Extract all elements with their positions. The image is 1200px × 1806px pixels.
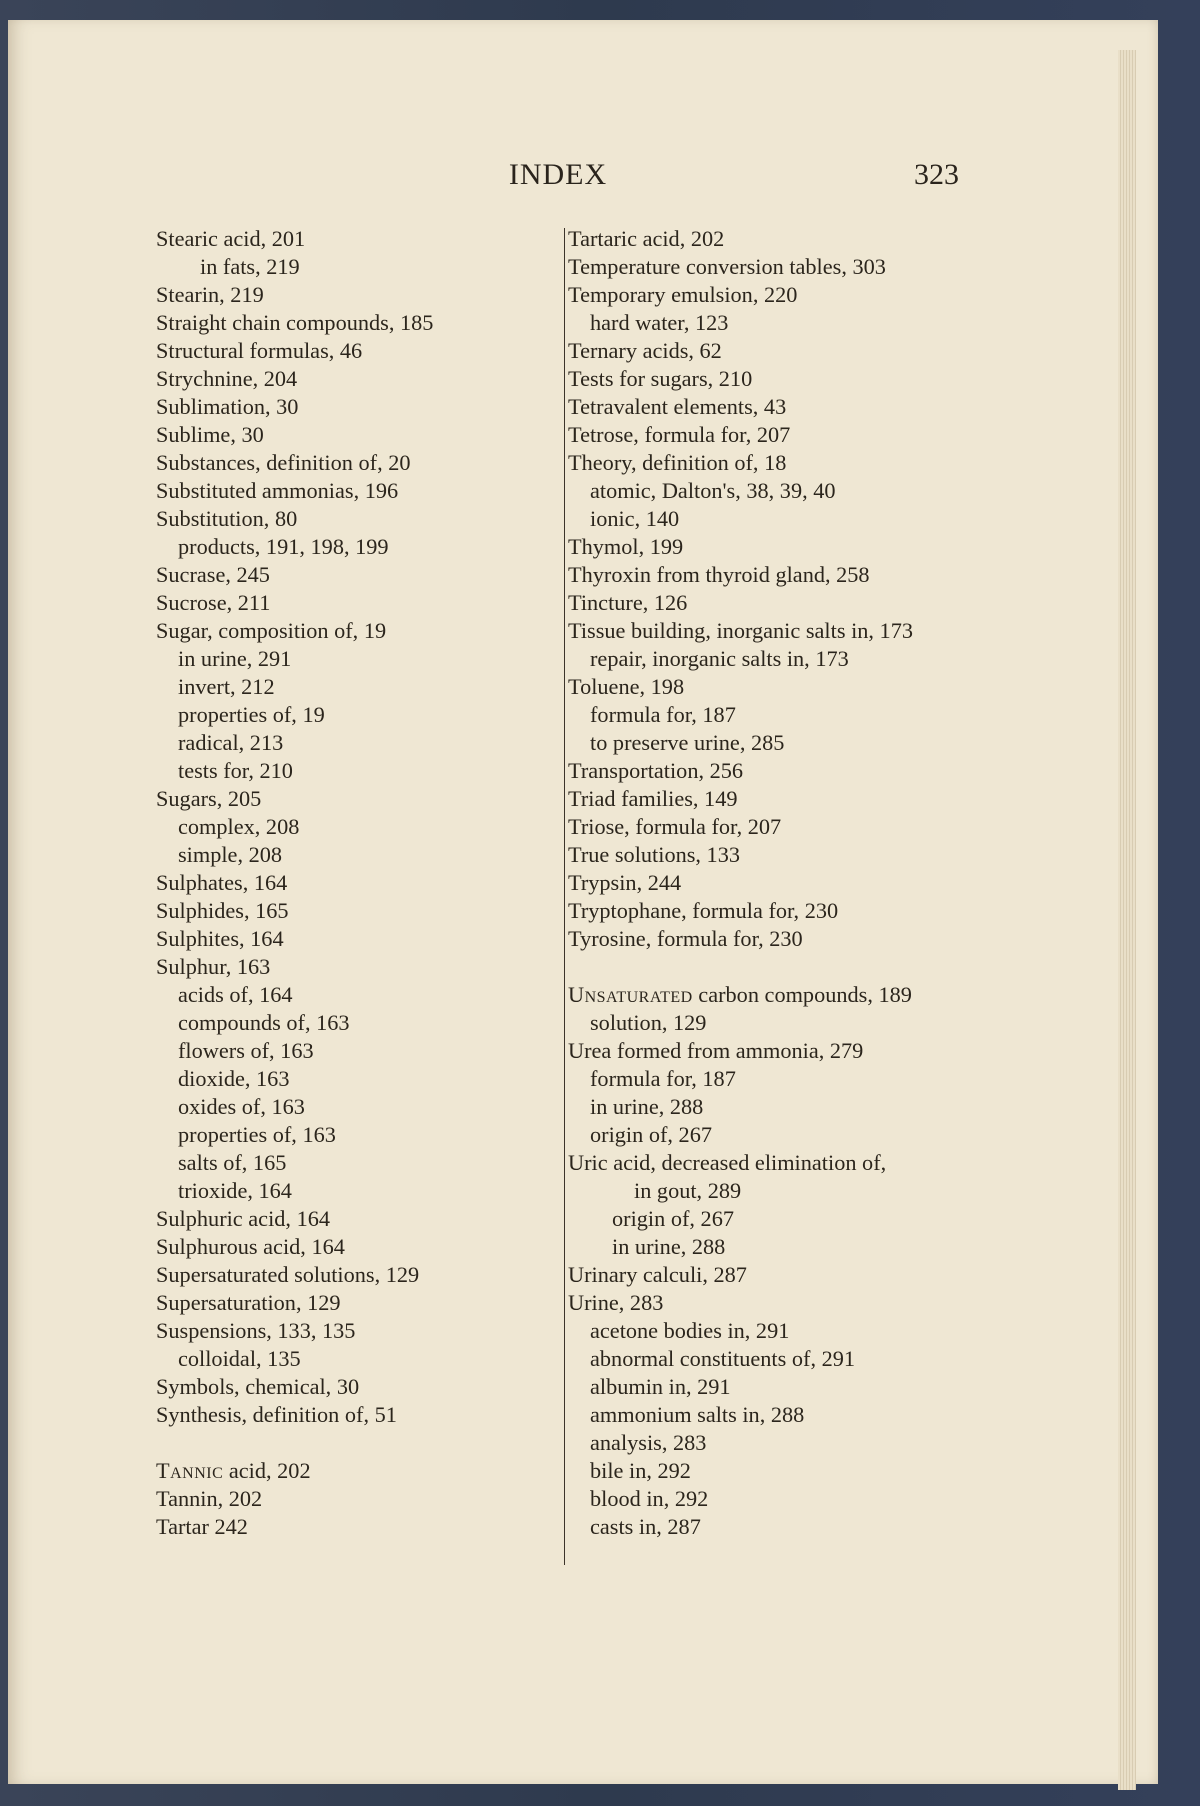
index-entry — [156, 729, 566, 757]
entry-text: Urine, 283 — [568, 1290, 664, 1315]
entry-text: Toluene, 198 — [568, 674, 685, 699]
entry-text: albumin in, 291 — [590, 1374, 731, 1399]
index-entry — [156, 337, 566, 365]
entry-text: Tetrose, formula for, 207 — [568, 422, 791, 447]
section-gap — [156, 1429, 566, 1457]
index-entry — [568, 1009, 978, 1037]
index-entry — [156, 1205, 566, 1233]
index-entry — [568, 1485, 978, 1513]
page-title: INDEX — [508, 158, 608, 191]
index-entry — [156, 645, 566, 673]
entry-text: Symbols, chemical, 30 — [156, 1374, 360, 1399]
index-entry — [568, 813, 978, 841]
entry-text: Substitution, 80 — [156, 506, 298, 531]
index-entry — [568, 533, 978, 561]
index-entry — [568, 477, 978, 505]
entry-text: Temporary emulsion, 220 — [568, 282, 798, 307]
entry-text: Theory, definition of, 18 — [568, 450, 787, 475]
entry-text: radical, 213 — [178, 730, 284, 755]
index-entry — [156, 1093, 566, 1121]
page-number: 323 — [914, 158, 959, 191]
entry-text: Structural formulas, 46 — [156, 338, 363, 363]
entry-text: in urine, 291 — [178, 646, 292, 671]
entry-text: properties of, 163 — [178, 1122, 336, 1147]
index-entry — [568, 1401, 978, 1429]
index-entry — [156, 1457, 566, 1485]
index-entry — [156, 365, 566, 393]
index-entry — [568, 785, 978, 813]
index-entry — [568, 729, 978, 757]
index-entry — [156, 1065, 566, 1093]
index-entry — [156, 1121, 566, 1149]
index-entry — [568, 981, 978, 1009]
index-entry — [568, 1093, 978, 1121]
index-entry — [156, 393, 566, 421]
index-entry — [156, 925, 566, 953]
entry-text: trioxide, 164 — [178, 1178, 292, 1203]
index-entry — [156, 309, 566, 337]
entry-text: Uric acid, decreased elimination of, — [568, 1150, 887, 1175]
index-entry — [156, 449, 566, 477]
index-entry — [156, 1401, 566, 1429]
index-entry — [156, 225, 566, 253]
index-entry — [568, 281, 978, 309]
entry-text: acids of, 164 — [178, 982, 293, 1007]
entry-text: Strychnine, 204 — [156, 366, 298, 391]
entry-text: Transportation, 256 — [568, 758, 744, 783]
entry-text: ammonium salts in, 288 — [590, 1402, 805, 1427]
index-entry — [156, 701, 566, 729]
entry-text: Tryptophane, formula for, 230 — [568, 898, 839, 923]
index-entry — [156, 561, 566, 589]
index-entry — [156, 589, 566, 617]
entry-text: properties of, 19 — [178, 702, 325, 727]
index-entry — [568, 1289, 978, 1317]
entry-text: Tartar 242 — [156, 1514, 248, 1539]
index-entry — [568, 1121, 978, 1149]
index-entry — [568, 309, 978, 337]
entry-text: colloidal, 135 — [178, 1346, 301, 1371]
entry-text: abnormal constituents of, 291 — [590, 1346, 856, 1371]
entry-text: Tartaric acid, 202 — [568, 226, 725, 251]
index-entry — [156, 1233, 566, 1261]
index-entry — [568, 365, 978, 393]
entry-text: Substances, definition of, 20 — [156, 450, 411, 475]
entry-text: Triad families, 149 — [568, 786, 738, 811]
entry-text: oxides of, 163 — [178, 1094, 305, 1119]
entry-text: Stearin, 219 — [156, 282, 264, 307]
index-entry — [568, 225, 978, 253]
index-entry — [568, 869, 978, 897]
index-entry — [568, 1513, 978, 1541]
index-entry — [568, 505, 978, 533]
entry-text: Tannin, 202 — [156, 1486, 263, 1511]
entry-text: ionic, 140 — [590, 506, 680, 531]
index-entry — [568, 561, 978, 589]
index-entry — [568, 421, 978, 449]
index-entry — [568, 841, 978, 869]
index-entry — [568, 1205, 978, 1233]
index-entry — [568, 757, 978, 785]
index-entry — [568, 925, 978, 953]
index-entry — [156, 1289, 566, 1317]
index-entry — [156, 1485, 566, 1513]
entry-text: Thymol, 199 — [568, 534, 684, 559]
index-entry — [568, 393, 978, 421]
entry-text: blood in, 292 — [590, 1486, 709, 1511]
entry-text: to preserve urine, 285 — [590, 730, 785, 755]
index-entry — [156, 841, 566, 869]
entry-text: Tincture, 126 — [568, 590, 688, 615]
index-entry — [568, 673, 978, 701]
index-entry — [568, 253, 978, 281]
entry-text: Tyrosine, formula for, 230 — [568, 926, 803, 951]
entry-text: compounds of, 163 — [178, 1010, 350, 1035]
entry-text: solution, 129 — [590, 1010, 707, 1035]
entry-text: flowers of, 163 — [178, 1038, 314, 1063]
index-entry — [156, 1513, 566, 1541]
entry-text: carbon compounds, 189 — [692, 982, 912, 1007]
index-entry — [568, 1261, 978, 1289]
entry-text: origin of, 267 — [590, 1122, 713, 1147]
index-entry — [156, 1037, 566, 1065]
index-entry — [156, 1373, 566, 1401]
entry-text: Urea formed from ammonia, 279 — [568, 1038, 864, 1063]
page-edges — [1118, 50, 1136, 1790]
index-entry — [156, 281, 566, 309]
entry-text: Sulphur, 163 — [156, 954, 271, 979]
entry-text: products, 191, 198, 199 — [178, 534, 389, 559]
index-entry — [568, 1149, 978, 1177]
entry-text: Tetravalent elements, 43 — [568, 394, 787, 419]
index-entry — [568, 617, 978, 645]
index-entry — [156, 757, 566, 785]
index-column-right — [568, 225, 978, 1541]
entry-text: Suspensions, 133, 135 — [156, 1318, 356, 1343]
entry-text: Supersaturation, 129 — [156, 1290, 341, 1315]
index-entry — [156, 253, 566, 281]
index-entry — [156, 505, 566, 533]
entry-text: atomic, Dalton's, 38, 39, 40 — [590, 478, 836, 503]
entry-text: Stearic acid, 201 — [156, 226, 306, 251]
entry-text: Sulphurous acid, 164 — [156, 1234, 345, 1259]
index-entry — [156, 897, 566, 925]
index-entry — [568, 1037, 978, 1065]
entry-text: Thyroxin from thyroid gland, 258 — [568, 562, 870, 587]
entry-text: Sublime, 30 — [156, 422, 264, 447]
entry-text: tests for, 210 — [178, 758, 293, 783]
entry-text: in gout, 289 — [634, 1178, 742, 1203]
entry-text: Sulphites, 164 — [156, 926, 284, 951]
entry-text: salts of, 165 — [178, 1150, 287, 1175]
entry-text: casts in, 287 — [590, 1514, 701, 1539]
index-entry — [568, 1429, 978, 1457]
entry-text: acetone bodies in, 291 — [590, 1318, 790, 1343]
index-entry — [156, 1149, 566, 1177]
index-entry — [568, 701, 978, 729]
index-entry — [568, 1373, 978, 1401]
entry-text: Sugars, 205 — [156, 786, 262, 811]
entry-text: acid, 202 — [223, 1458, 311, 1483]
section-gap — [568, 953, 978, 981]
entry-text: Sugar, composition of, 19 — [156, 618, 387, 643]
index-entry — [568, 1065, 978, 1093]
entry-text: repair, inorganic salts in, 173 — [590, 646, 849, 671]
entry-text: hard water, 123 — [590, 310, 729, 335]
entry-text: in urine, 288 — [612, 1234, 726, 1259]
index-entry — [156, 1009, 566, 1037]
entry-text: Temperature conversion tables, 303 — [568, 254, 886, 279]
index-entry — [568, 645, 978, 673]
entry-text: Sucrose, 211 — [156, 590, 271, 615]
index-entry — [568, 337, 978, 365]
entry-text: formula for, 187 — [590, 702, 736, 727]
entry-text: Ternary acids, 62 — [568, 338, 722, 363]
entry-text: invert, 212 — [178, 674, 275, 699]
entry-text: Trypsin, 244 — [568, 870, 682, 895]
index-entry — [568, 1317, 978, 1345]
entry-text: Sulphides, 165 — [156, 898, 289, 923]
index-entry — [156, 953, 566, 981]
entry-text: in urine, 288 — [590, 1094, 704, 1119]
index-entry — [568, 897, 978, 925]
entry-text: Sulphates, 164 — [156, 870, 288, 895]
entry-text: Triose, formula for, 207 — [568, 814, 782, 839]
index-entry — [156, 617, 566, 645]
index-entry — [568, 449, 978, 477]
index-entry — [156, 1261, 566, 1289]
entry-text: complex, 208 — [178, 814, 300, 839]
index-entry — [568, 1177, 978, 1205]
entry-text: origin of, 267 — [612, 1206, 735, 1231]
entry-text: Sublimation, 30 — [156, 394, 299, 419]
index-entry — [156, 1345, 566, 1373]
index-entry — [156, 421, 566, 449]
index-entry — [156, 869, 566, 897]
index-column-left — [156, 225, 566, 1541]
entry-text: dioxide, 163 — [178, 1066, 290, 1091]
entry-text: Sulphuric acid, 164 — [156, 1206, 331, 1231]
index-entry — [156, 813, 566, 841]
section-head-word: Unsaturated — [568, 982, 693, 1007]
entry-text: Straight chain compounds, 185 — [156, 310, 434, 335]
entry-text: Tests for sugars, 210 — [568, 366, 753, 391]
entry-text: bile in, 292 — [590, 1458, 691, 1483]
entry-text: Supersaturated solutions, 129 — [156, 1262, 420, 1287]
entry-text: analysis, 283 — [590, 1430, 707, 1455]
entry-text: Sucrase, 245 — [156, 562, 270, 587]
index-entry — [156, 1317, 566, 1345]
index-entry — [156, 981, 566, 1009]
entry-text: formula for, 187 — [590, 1066, 736, 1091]
index-entry — [156, 785, 566, 813]
index-entry — [568, 1345, 978, 1373]
index-entry — [156, 533, 566, 561]
entry-text: in fats, 219 — [200, 254, 300, 279]
index-page — [8, 20, 1158, 1784]
entry-text: Synthesis, definition of, 51 — [156, 1402, 397, 1427]
entry-text: Urinary calculi, 287 — [568, 1262, 747, 1287]
section-head-word: Tannic — [156, 1458, 224, 1483]
entry-text: simple, 208 — [178, 842, 283, 867]
index-entry — [156, 673, 566, 701]
entry-text: Tissue building, inorganic salts in, 173 — [568, 618, 914, 643]
entry-text: True solutions, 133 — [568, 842, 741, 867]
index-entry — [156, 477, 566, 505]
index-entry — [568, 589, 978, 617]
index-entry — [568, 1233, 978, 1261]
entry-text: Substituted ammonias, 196 — [156, 478, 399, 503]
index-entry — [156, 1177, 566, 1205]
index-entry — [568, 1457, 978, 1485]
